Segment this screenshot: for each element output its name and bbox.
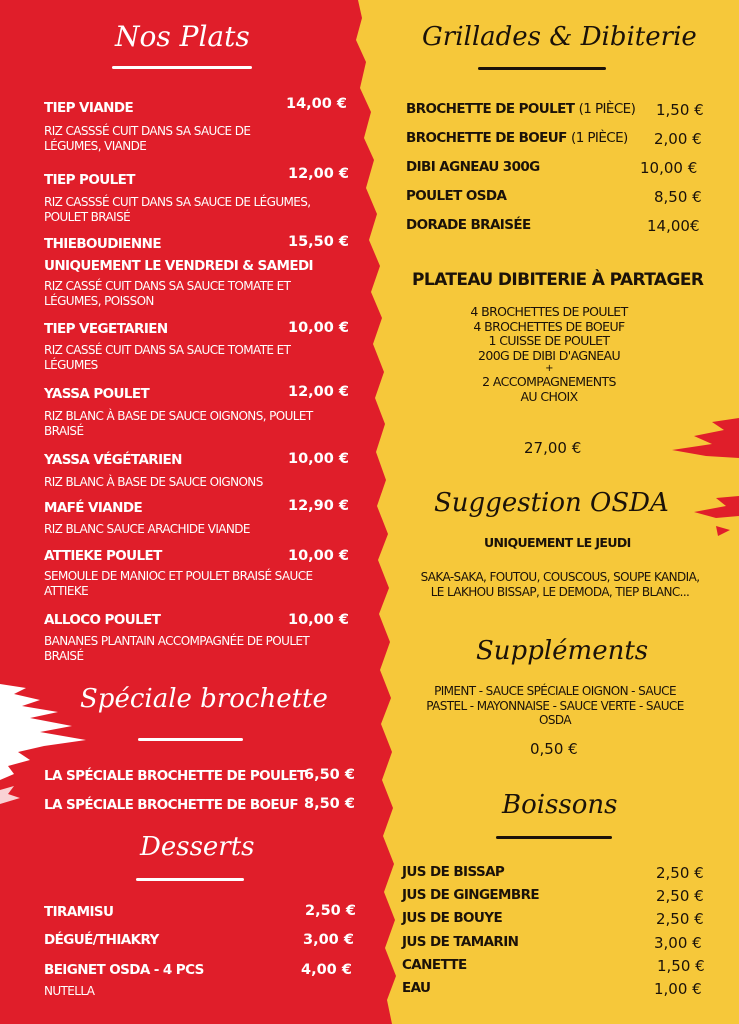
boisson-name: JUS DE GINGEMBRE <box>402 887 539 903</box>
dish-price: 10,00 € <box>288 451 350 467</box>
boisson-name: CANETTE <box>402 957 467 973</box>
grillade-name: BROCHETTE DE BOEUF <box>406 130 567 146</box>
boisson-price: 1,00 € <box>654 980 702 998</box>
dessert-name: DÉGUÉ/THIAKRY <box>44 932 159 948</box>
plateau-line: 200G DE DIBI D'AGNEAU <box>478 347 620 363</box>
boisson-price: 3,00 € <box>654 934 702 952</box>
dish-name: YASSA POULET <box>44 386 150 402</box>
plateau-line: 1 CUISSE DE POULET <box>488 333 610 348</box>
plateau-line: + <box>545 363 553 374</box>
suggestion-lines <box>390 570 730 599</box>
dish-description: RIZ CASSSÉ CUIT DANS SA SAUCE DE LÉGUMES, POULET BRAISÉ <box>44 195 311 224</box>
grillades-underline <box>478 67 606 70</box>
dish-description: SEMOULE DE MANIOC ET POULET BRAISÉ SAUCE ATTIEKE <box>44 569 313 598</box>
boisson-price: 2,50 € <box>656 887 704 905</box>
dish-availability: UNIQUEMENT LE VENDREDI & SAMEDI <box>44 258 313 274</box>
grillades-title: Grillades & Dibiterie <box>422 22 697 52</box>
dish-description: RIZ CASSÉ CUIT DANS SA SAUCE TOMATE ET LÉGUMES <box>44 343 291 372</box>
boisson-name: JUS DE BOUYE <box>402 910 503 926</box>
speciale-title: Spéciale brochette <box>80 684 328 714</box>
desserts-title: Desserts <box>140 832 255 862</box>
suggestion-line: LE LAKHOU BISSAP, LE DEMODA, TIEP BLANC... <box>430 584 690 599</box>
grillade-note: (1 PIÈCE) <box>571 130 628 146</box>
dessert-description: NUTELLA <box>44 984 95 998</box>
dish-description: RIZ BLANC À BASE DE SAUCE OIGNONS <box>44 475 263 489</box>
nos-plats-title: Nos Plats <box>115 20 250 53</box>
dessert-name: BEIGNET OSDA - 4 PCS <box>44 962 204 978</box>
plateau-price: 27,00 € <box>524 439 582 457</box>
grillade-name: BROCHETTE DE POULET <box>406 101 575 117</box>
dish-description: BANANES PLANTAIN ACCOMPAGNÉE DE POULET BRAISÉ <box>44 634 310 663</box>
nos-plats-underline <box>112 66 252 69</box>
grillade-price: 1,50 € <box>656 101 704 119</box>
dish-name: TIEP POULET <box>44 172 135 188</box>
boissons-underline <box>496 836 612 839</box>
suggestion-line: SAKA-SAKA, FOUTOU, COUSCOUS, SOUPE KANDIA, <box>420 570 700 584</box>
dish-price: 14,00 € <box>286 96 348 112</box>
plateau-line: 2 ACCOMPAGNEMENTS <box>482 374 616 389</box>
dish-description: RIZ BLANC SAUCE ARACHIDE VIANDE <box>44 522 250 536</box>
dish-price: 12,90 € <box>288 498 350 514</box>
plateau-line: AU CHOIX <box>520 388 578 404</box>
suggestion-subtitle: UNIQUEMENT LE JEUDI <box>484 535 631 550</box>
supplements-line: PASTEL - MAYONNAISE - SAUCE VERTE - SAUCE <box>426 698 684 713</box>
boisson-price: 2,50 € <box>656 910 704 928</box>
dish-name: TIEP VIANDE <box>44 100 134 116</box>
desserts-underline <box>136 878 244 881</box>
dish-name: YASSA VÉGÉTARIEN <box>44 452 182 468</box>
speciale-item-price: 8,50 € <box>304 796 355 812</box>
dish-price: 10,00 € <box>288 548 350 564</box>
boisson-name: EAU <box>402 980 431 996</box>
grillade-item <box>406 130 628 146</box>
grillade-name: DIBI AGNEAU 300G <box>406 159 540 175</box>
grillade-name: POULET OSDA <box>406 188 507 204</box>
boissons-title: Boissons <box>502 790 618 820</box>
dessert-name: TIRAMISU <box>44 904 114 920</box>
suggestion-title: Suggestion OSDA <box>434 488 669 518</box>
dish-price: 10,00 € <box>288 612 350 628</box>
supplements-title: Suppléments <box>476 636 649 666</box>
boisson-price: 2,50 € <box>656 864 704 882</box>
plateau-lines <box>390 305 708 404</box>
grillade-item <box>406 101 635 117</box>
supplements-line: PIMENT - SAUCE SPÉCIALE OIGNON - SAUCE <box>434 684 676 698</box>
plateau-title: PLATEAU DIBITERIE À PARTAGER <box>412 270 704 290</box>
dish-price: 12,00 € <box>288 384 350 400</box>
speciale-item-name: LA SPÉCIALE BROCHETTE DE POULET <box>44 768 306 784</box>
dish-price: 10,00 € <box>288 320 350 336</box>
dessert-price: 4,00 € <box>301 962 352 978</box>
dessert-price: 3,00 € <box>303 932 354 948</box>
supplements-lines <box>390 684 720 728</box>
dish-description: RIZ CASSÉ CUIT DANS SA SAUCE TOMATE ET LÉGUMES, POISSON <box>44 279 291 308</box>
grillade-price: 10,00 € <box>640 159 698 177</box>
dish-description: RIZ BLANC À BASE DE SAUCE OIGNONS, POULET BRAISÉ <box>44 409 313 438</box>
dish-name: ALLOCO POULET <box>44 612 161 628</box>
speciale-item-name: LA SPÉCIALE BROCHETTE DE BOEUF <box>44 797 299 813</box>
speciale-underline <box>138 738 243 741</box>
dessert-price: 2,50 € <box>305 903 356 919</box>
grillade-note: (1 PIÈCE) <box>578 101 636 117</box>
dish-name: TIEP VEGETARIEN <box>44 321 168 337</box>
boisson-price: 1,50 € <box>657 957 705 975</box>
dish-description: RIZ CASSSÉ CUIT DANS SA SAUCE DE LÉGUMES, VIANDE <box>44 124 251 153</box>
dish-name: ATTIEKE POULET <box>44 548 162 564</box>
grillade-name: DORADE BRAISÉE <box>406 217 531 233</box>
boisson-name: JUS DE TAMARIN <box>402 934 519 950</box>
dish-price: 12,00 € <box>288 166 350 182</box>
grillade-price: 14,00€ <box>647 217 700 235</box>
dish-name: THIEBOUDIENNE <box>44 236 161 252</box>
speciale-item-price: 6,50 € <box>304 767 355 783</box>
plateau-line: 4 BROCHETTES DE BOEUF <box>473 318 625 334</box>
grillade-price: 2,00 € <box>654 130 702 148</box>
plateau-line: 4 BROCHETTES DE POULET <box>470 304 628 319</box>
grillade-price: 8,50 € <box>654 188 702 206</box>
dish-price: 15,50 € <box>288 234 350 250</box>
dish-name: MAFÉ VIANDE <box>44 500 143 516</box>
supplements-line: OSDA <box>539 713 571 727</box>
supplements-price: 0,50 € <box>530 740 578 758</box>
boisson-name: JUS DE BISSAP <box>402 864 505 880</box>
